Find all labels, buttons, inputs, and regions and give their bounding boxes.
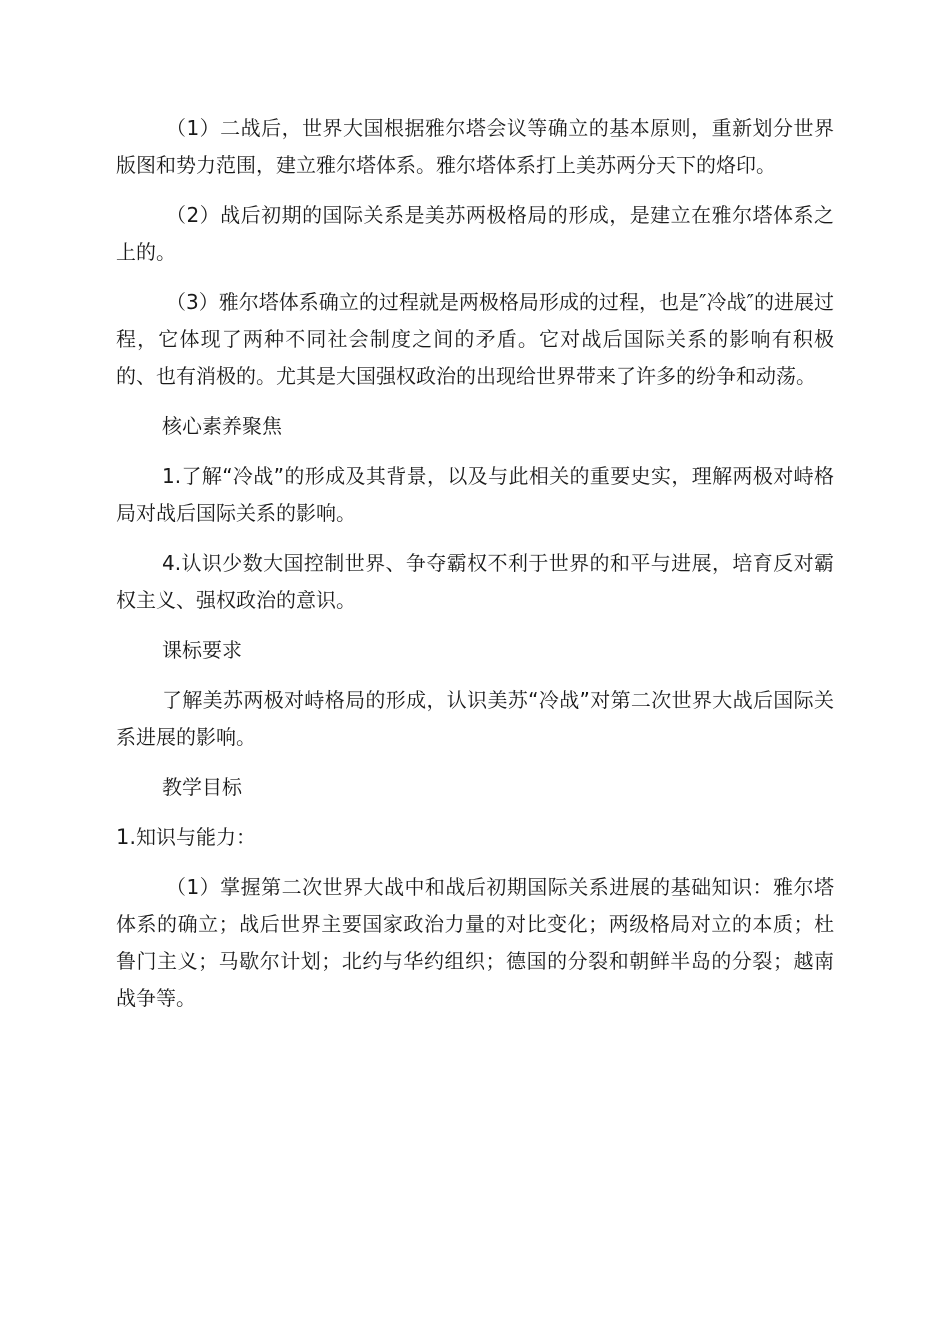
paragraph-curriculum-requirement: 了解美苏两极对峙格局的形成，认识美苏“冷战”对第二次世界大战后国际关系进展的影响。 [116, 688, 834, 749]
paragraph-bipolar-structure: （2）战后初期的国际关系是美苏两极格局的形成，是建立在雅尔塔体系之上的。 [116, 203, 834, 264]
paragraph-literacy-item-4: 4.认识少数大国控制世界、争夺霸权不利于世界的和平与进展，培育反对霸权主义、强权政治的意识。 [116, 551, 834, 612]
heading-knowledge-ability-label: 知识与能力： [136, 825, 257, 849]
paragraph-literacy-item-1: 1.了解“冷战”的形成及其背景，以及与此相关的重要史实，理解两极对峙格局对战后国际关系的影响。 [116, 464, 834, 525]
paragraph-cold-war-process: （3）雅尔塔体系确立的过程就是两极格局形成的过程，也是″冷战″的进展过程，它体现了两种不同社会制度之间的矛盾。它对战后国际关系的影响有积极的、也有消极的。尤其是大国强权政治的出现给世界带来了许多的纷争和动荡。 [116, 290, 834, 388]
document-page [116, 110, 834, 1017]
paragraph-yalta-system: （1）二战后，世界大国根据雅尔塔会议等确立的基本原则，重新划分世界版图和势力范围，建立雅尔塔体系。雅尔塔体系打上美苏两分天下的烙印。 [116, 116, 834, 177]
heading-teaching-objectives: 教学目标 [162, 775, 242, 799]
heading-core-literacy: 核心素养聚焦 [162, 414, 282, 438]
paragraph-knowledge-item-1: （1）掌握第二次世界大战中和战后初期国际关系进展的基础知识：雅尔塔体系的确立；战后世界主要国家政治力量的对比变化；两级格局对立的本质；杜鲁门主义；马歇尔计划；北约与华约组织；德国的分裂和朝鲜半岛的分裂；越南战争等。 [116, 875, 834, 1010]
heading-knowledge-ability [116, 819, 834, 856]
heading-number: 1. [116, 825, 137, 849]
heading-curriculum-requirements: 课标要求 [162, 638, 242, 662]
